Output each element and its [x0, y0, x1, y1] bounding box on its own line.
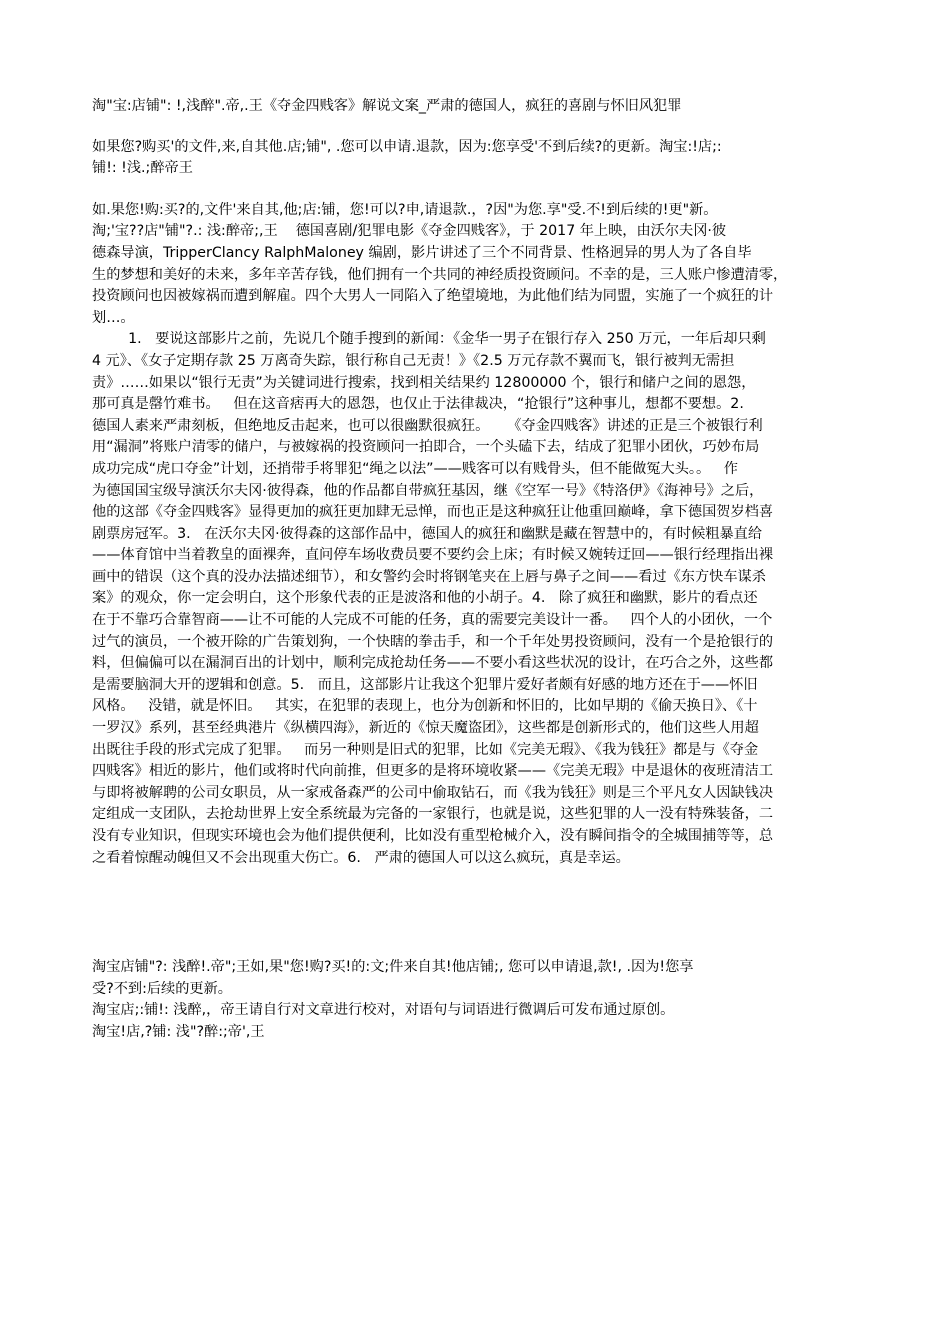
body-line: 一罗汉》系列，甚至经典港片《纵横四海》，新近的《惊天魔盗团》，这些都是创新形式的，他们这些人用超	[92, 720, 759, 737]
body-line: 德国人素来严肃刻板，但绝地反击起来，也可以很幽默很疯狂。 《夺金四贱客》讲述的正是三个被银行利	[92, 417, 763, 434]
footer-line: 淘宝店铺"?: 浅醉!.帝";王如,果"您!购?买!的:文;件来自其!他店铺;, 您可以申请退,款!, .因为!您享	[92, 959, 694, 975]
body-line: 画中的错误（这个真的没办法描述细节），和女警约会时将钢笔夹在上唇与鼻子之间——看过《东方快车谋杀	[92, 568, 766, 585]
body-line: 剧票房冠军。3. 在沃尔夫冈·彼得森的这部作品中，德国人的疯狂和幽默是藏在智慧中的，有时候粗暴直给	[92, 525, 763, 542]
notice-block	[92, 137, 870, 180]
body-line: 那可真是罄竹难书。 但在这音痞再大的恩怨，也仅止于法律裁决，“抢银行”这种事儿，想都不要想。2.	[92, 396, 744, 413]
body-line: ——体育馆中当着教皇的面裸奔，直问停车场收费员要不要约会上床；有时候又婉转迂回——银行经理指出裸	[92, 547, 774, 564]
body-line: 用“漏洞”将账户清零的储户，与被嫁祸的投资顾问一拍即合，一个头磕下去，结成了犯罪小团伙，巧妙布局	[92, 439, 760, 456]
body-line: 是需要脑洞大开的逻辑和创意。5. 而且，这部影片让我这个犯罪片爱好者颇有好感的地方还在于——怀旧	[92, 676, 758, 693]
document-page	[92, 96, 870, 1040]
body-line: 没有专业知识，但现实环境也会为他们提供便利，比如没有重型枪械介入，没有瞬间指令的全城围捕等等，总	[92, 828, 774, 844]
body-line: 出既往手段的形式完成了犯罪。 而另一种则是旧式的犯罪，比如《完美无瑕》、《我为钱狂》都是与《夺金	[92, 741, 759, 758]
body-line: 生的梦想和美好的未来，多年辛苦存钱，他们拥有一个共同的神经质投资顾问。不幸的是，三人账户惨遭清零，	[92, 266, 788, 283]
body-line: 在于不靠巧合靠智商——让不可能的人完成不可能的任务，真的需要完美设计一番。 四个人的小团伙，一个	[92, 612, 773, 629]
notice-line: 铺!: !浅.;醉帝王	[92, 160, 193, 177]
body-line: 如.果您!购:买?的,文件'来自其,他;店:铺，您!可以?申,请退款.，?因"为您.享"受.不!到后续的!更"新。	[92, 201, 718, 218]
body-line: 定组成一支团队，去抢劫世界上安全系统最为完备的一家银行，也就是说，这些犯罪的人一没有特殊装备，二	[92, 806, 774, 823]
footer-line: 淘宝店;:铺!: 浅醉,，帝王请自行对文章进行校对，对语句与词语进行微调后可发布通过原创。	[92, 1002, 675, 1018]
body-line: 4 元》、《女子定期存款 25 万离奇失踪，银行称自己无责！》《2.5 万元存款不翼而飞，银行被判无需担	[92, 352, 735, 369]
body-line: 案》的观众，你一定会明白，这个形象代表的正是波洛和他的小胡子。4. 除了疯狂和幽默，影片的看点还	[92, 590, 758, 607]
footer-block	[92, 957, 870, 1043]
body-line: 成功完成“虎口夺金”计划，还捎带手将罪犯“绳之以法”——贱客可以有贱骨头，但不能做冤大头。。 作	[92, 460, 738, 477]
body-line: 四贱客》相近的影片，他们或将时代向前推，但更多的是将环境收紧——《完美无瑕》中是退休的夜班清洁工	[92, 763, 774, 780]
body-line: 1. 要说这部影片之前，先说几个随手搜到的新闻：《金华一男子在银行存入 250 万元，一年后却只剩	[92, 331, 766, 348]
footer-line: 受?不到:后续的更新。	[92, 980, 232, 997]
footer-line: 淘宝!店,?铺: 浅"?醉:;帝',王	[92, 1023, 265, 1040]
body-line: 与即将被解聘的公司女职员，从一家戒备森严的公司中偷取钻石，而《我为钱狂》则是三个平凡女人因缺钱决	[92, 784, 774, 801]
body-line: 他的这部《夺金四贱客》显得更加的疯狂更加肆无忌惮，而也正是这种疯狂让他重回巅峰，拿下德国贺岁档喜	[92, 504, 774, 521]
notice-line: 如果您?购买'的文件,来,自其他.店;铺", .您可以申请.退款，因为:您享受'不到后续?的更新。淘宝:!店;:	[92, 138, 722, 155]
body-line: 为德国国宝级导演沃尔夫冈·彼得森，他的作品都自带疯狂基因，继《空军一号》《特洛伊》《海神号》之后，	[92, 482, 764, 499]
body-line: 划…。	[92, 309, 135, 326]
body-line: 风格。 没错，就是怀旧。 其实，在犯罪的表现上，也分为创新和怀旧的，比如早期的《偷天换日》、《十	[92, 698, 758, 715]
body-line: 淘;'宝??店"铺"?.: 浅:醉帝;,王 德国喜剧/犯罪电影《夺金四贱客》，于 2017 年上映，由沃尔夫冈·彼	[92, 223, 727, 240]
body-line: 投资顾问也因被嫁祸而遭到解雇。四个大男人一同陷入了绝望境地，为此他们结为同盟，实施了一个疯狂的计	[92, 288, 774, 305]
body-line: 德森导演，TripperClancy RalphMaloney 编剧，影片讲述了三个不同背景、性格迥异的男人为了各自毕	[92, 244, 752, 261]
body-line: 责》……如果以“银行无责”为关键词进行搜索，找到相关结果约 12800000 个，银行和储户之间的恩怨，	[92, 374, 756, 391]
body-line: 料，但偏偏可以在漏洞百出的计划中，顺利完成抢劫任务——不要小看这些状况的设计，在巧合之外，这些都	[92, 655, 774, 672]
document-title: 淘"宝:店铺": !,浅醉".帝,.王《夺金四贱客》解说文案_严肃的德国人，疯狂的喜剧与怀旧风犯罪	[92, 98, 682, 114]
body-line: 过气的演员，一个被开除的广告策划狗，一个快瞎的拳击手，和一个千年处男投资顾问，没有一个是抢银行的	[92, 633, 774, 650]
body-line: 之看着惊醒动魄但又不会出现重大伤亡。6. 严肃的德国人可以这么疯玩，真是幸运。	[92, 849, 630, 866]
article-body	[92, 200, 870, 869]
